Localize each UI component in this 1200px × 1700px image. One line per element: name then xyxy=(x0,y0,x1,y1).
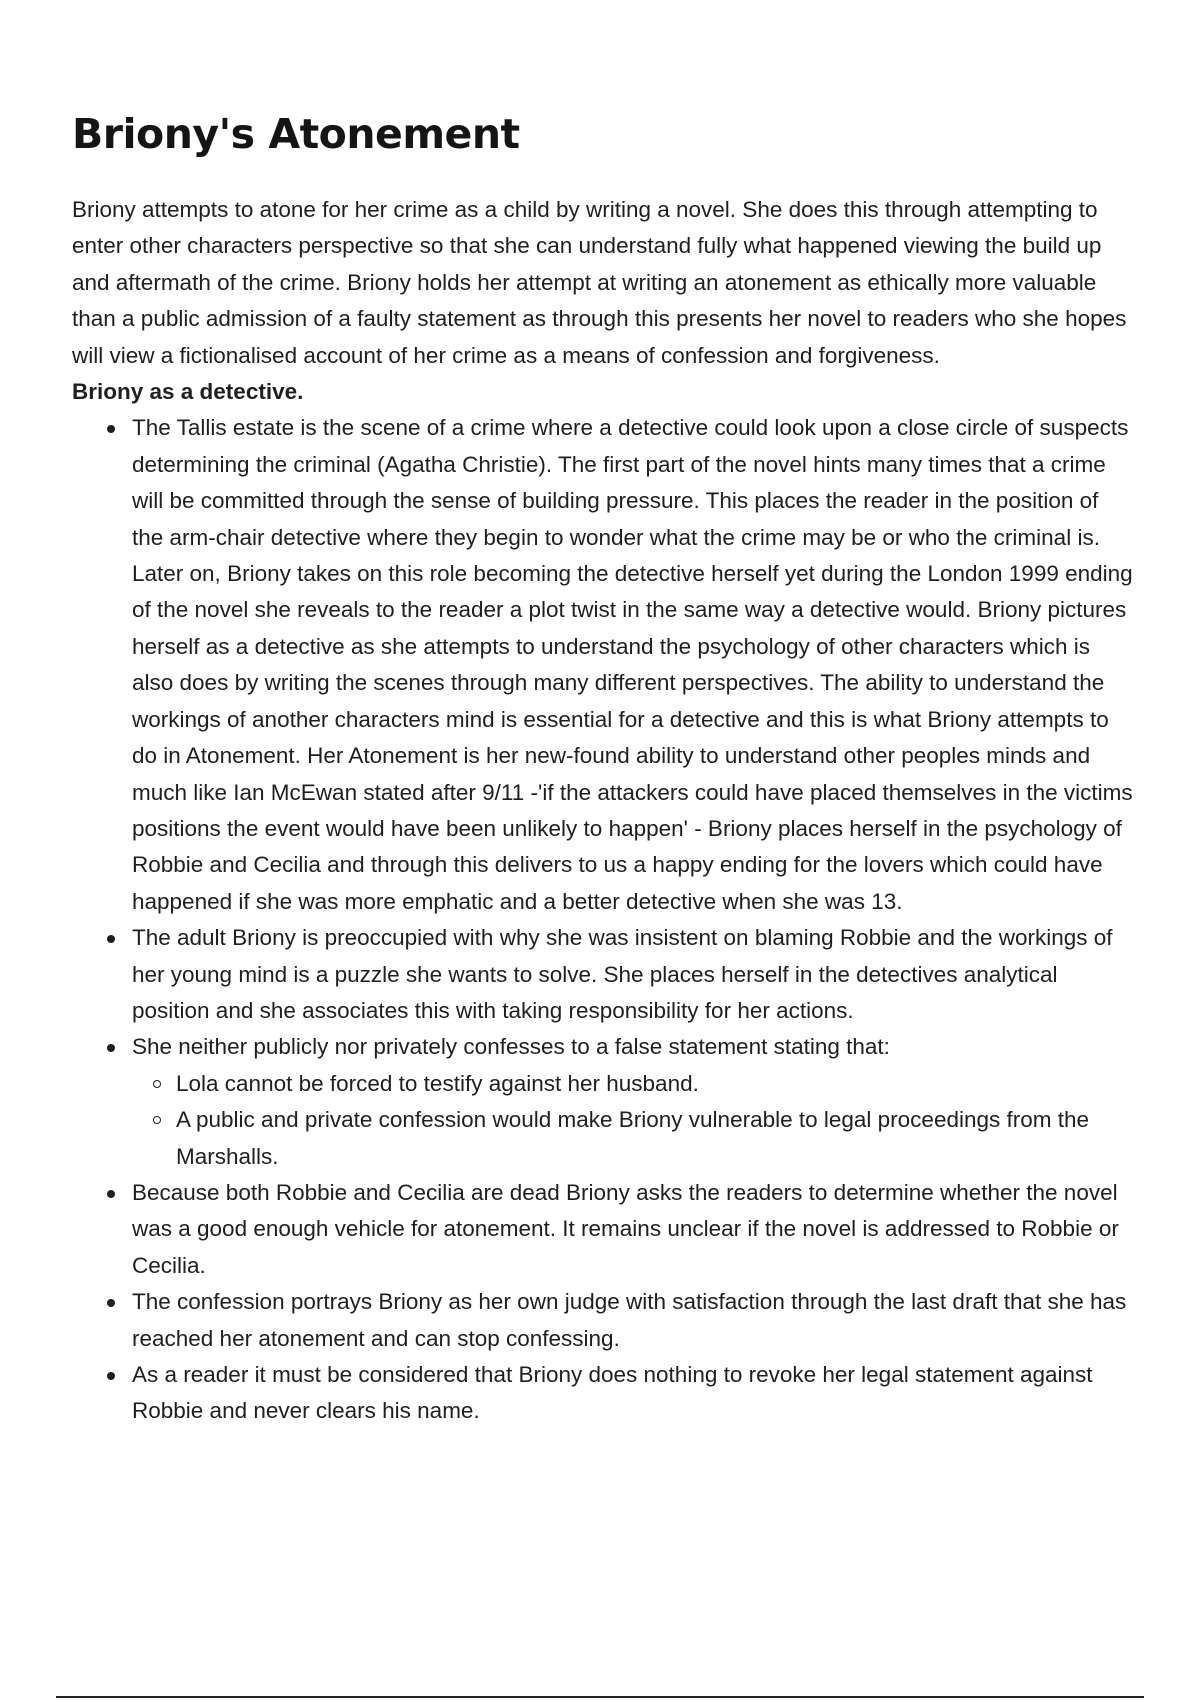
sub-list-item: A public and private confession would make Briony vulnerable to legal proceedings from the Marshalls. xyxy=(176,1102,1134,1175)
list-item: The confession portrays Briony as her own judge with satisfaction through the last draft that she has reached her atonement and can stop confessing. xyxy=(132,1284,1134,1357)
list-item xyxy=(132,1029,1134,1175)
footer-divider xyxy=(56,1696,1144,1698)
intro-paragraph: Briony attempts to atone for her crime as a child by writing a novel. She does this through attempting to enter other characters perspective so that she can understand fully what happened viewing the build up and aftermath of the crime. Briony holds her attempt at writing an atonement as ethically more valuable than a public admission of a faulty statement as through this presents her novel to readers who she hopes will view a fictionalised account of her crime as a means of confession and forgiveness. xyxy=(72,197,1127,368)
document-page xyxy=(72,108,1134,1430)
list-item: The Tallis estate is the scene of a crime where a detective could look upon a close circle of suspects determining the criminal (Agatha Christie). The first part of the novel hints many times that a crime will be committed through the sense of building pressure. This places the reader in the position of the arm-chair detective where they begin to wonder what the crime may be or who the criminal is. Later on, Briony takes on this role becoming the detective herself yet during the London 1999 ending of the novel she reveals to the reader a plot twist in the same way a detective would. Briony pictures herself as a detective as she attempts to understand the psychology of other characters which is also does by writing the scenes through many different perspectives. The ability to understand the workings of another characters mind is essential for a detective and this is what Briony attempts to do in Atonement. Her Atonement is her new-found ability to understand other peoples minds and much like Ian McEwan stated after 9/11 -'if the attackers could have placed themselves in the victims positions the event would have been unlikely to happen' - Briony places herself in the psychology of Robbie and Cecilia and through this delivers to us a happy ending for the lovers which could have happened if she was more emphatic and a better detective when she was 13. xyxy=(132,410,1134,920)
page-title: Briony's Atonement xyxy=(72,110,520,158)
list-item-text: She neither publicly nor privately confesses to a false statement stating that: xyxy=(132,1034,890,1060)
sub-bullet-list xyxy=(132,1066,1134,1175)
bullet-list xyxy=(72,410,1134,1429)
list-item: The adult Briony is preoccupied with why she was insistent on blaming Robbie and the workings of her young mind is a puzzle she wants to solve. She places herself in the detectives analytical position and she associates this with taking responsibility for her actions. xyxy=(132,920,1134,1029)
sub-list-item: Lola cannot be forced to testify against her husband. xyxy=(176,1066,1134,1102)
list-item: As a reader it must be considered that Briony does nothing to revoke her legal statement against Robbie and never clears his name. xyxy=(132,1357,1134,1430)
list-item: Because both Robbie and Cecilia are dead Briony asks the readers to determine whether the novel was a good enough vehicle for atonement. It remains unclear if the novel is addressed to Robbie or Cecilia. xyxy=(132,1175,1134,1284)
section-heading: Briony as a detective. xyxy=(72,379,304,405)
